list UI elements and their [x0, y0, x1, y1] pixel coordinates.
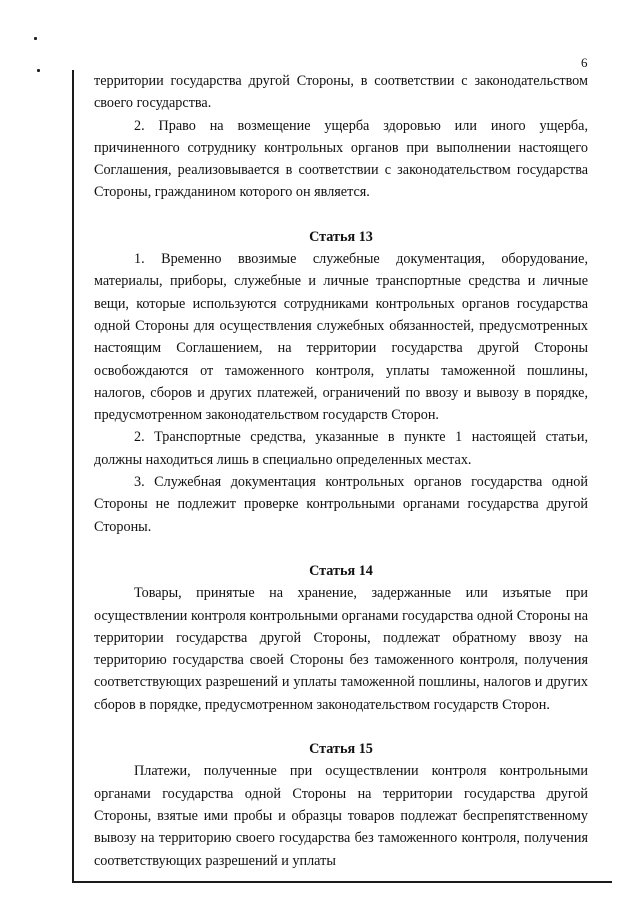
paragraph: Товары, принятые на хранение, задержанные или изъятые при осуществлении контроля контрольными органами государства одной Стороны на территории государства другой Стороны, подлежат обратному ввозу на территорию государства своей Стороны без таможенного контроля, получения соответствующих разрешений и уплаты таможенной пошлины, налогов и других сборов в порядке, предусмотренном законодательством государств Сторон.: [94, 585, 588, 713]
paragraph: 2. Право на возмещение ущерба здоровью или иного ущерба, причиненного сотруднику контрольных органов при выполнении настоящего Соглашения, реализовывается в соответствии с законодательством государства Стороны, гражданином которого он является.: [94, 117, 588, 201]
article-heading: Статья 15: [309, 741, 373, 758]
document-body: [94, 70, 588, 872]
scan-speck: [34, 37, 37, 40]
paragraph: 2. Транспортные средства, указанные в пункте 1 настоящей статьи, должны находиться лишь в специально определенных местах.: [94, 429, 588, 468]
paragraph: территории государства другой Стороны, в соответствии с законодательством своего государства.: [94, 73, 588, 112]
page-frame-bottom-border: [72, 881, 612, 883]
paragraph: 1. Временно ввозимые служебные документация, оборудование, материалы, приборы, служебные и личные транспортные средства и личные вещи, которые используются сотрудниками контрольных органов государства одной Стороны для осуществления служебных обязанностей, предусмотренных настоящим Соглашением, на территории государства другой Стороны освобождаются от таможенного контроля, уплаты таможенной пошлины, налогов, сборов и других платежей, ограничений по ввозу и вывозу в порядке, предусмотренном законодательством государств Сторон.: [94, 251, 588, 424]
page-number: 6: [581, 55, 588, 70]
paragraph: 3. Служебная документация контрольных органов государства одной Стороны не подлежит проверке контрольными органами государства другой Стороны.: [94, 474, 588, 535]
article-heading: Статья 13: [309, 228, 373, 245]
article-heading: Статья 14: [309, 562, 373, 579]
scan-speck: [37, 69, 40, 72]
page-frame-left-border: [72, 70, 74, 882]
paragraph: Платежи, полученные при осуществлении контроля контрольными органами государства одной Стороны на территории государства другой Стороны, взятые ими пробы и образцы товаров подлежат беспрепятственному вывозу на территорию своего государства без таможенного контроля, получения соответствующих разрешений и уплаты: [94, 763, 588, 869]
